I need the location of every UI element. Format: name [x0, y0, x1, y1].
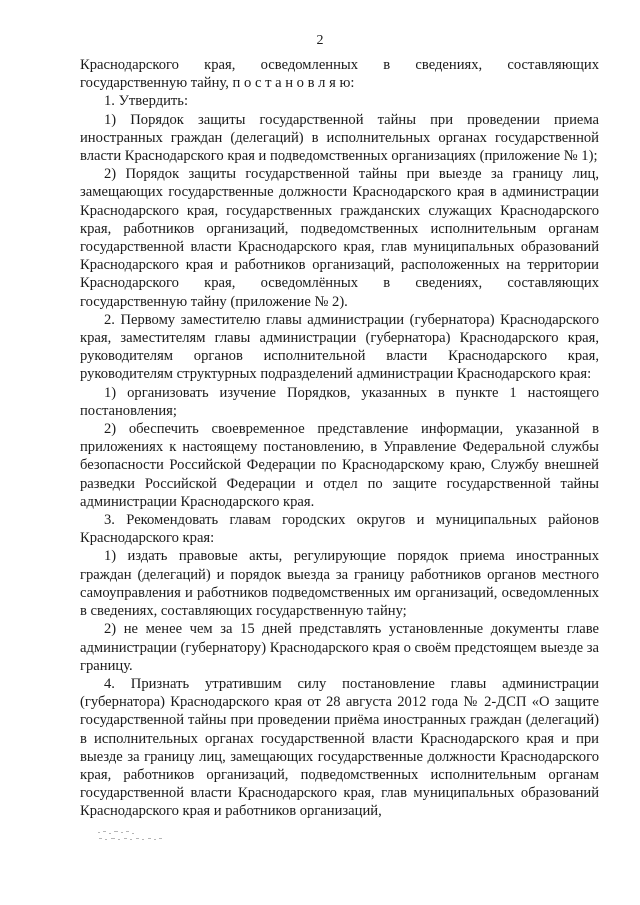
document-body: [80, 56, 599, 821]
paragraph-item-4: 4. Признать утратившим силу постановление главы администрации (губернатора) Краснодарского края от 28 августа 2012 года № 2-ДСП «О защите государственной тайны при проведении приёма иностранных граждан (делегаций) в исполнительных органах государственной власти Краснодарского края и при выезде за границу лиц, замещающих государственные должности Краснодарского края, работников организаций, подведомственных исполнительным органам государственной власти Краснодарского края, глав муниципальных образований Краснодарского края и работников организаций,: [80, 675, 599, 820]
paragraph-item-3: 3. Рекомендовать главам городских округов и муниципальных районов Краснодарского края:: [80, 512, 599, 547]
page-number: 2: [316, 33, 324, 48]
paragraph-item-1-2: 2) Порядок защиты государственной тайны при выезде за границу лиц, замещающих государственные должности Краснодарского края в администрации Краснодарского края, государственных гражданских служащих Краснодарского края, работников организаций, подведомственных исполнительным органам государственной власти Краснодарского края, глав муниципальных образований Краснодарского края и работников организаций, расположенных на территории Краснодарского края, осведомлённых в сведениях, составляющих государственную тайну (приложение № 2).: [80, 166, 599, 310]
paragraph-item-2-1: 1) организовать изучение Порядков, указанных в пункте 1 настоящего постановления;: [80, 384, 599, 419]
paragraph-item-1: 1. Утвердить:: [104, 93, 189, 110]
paragraph-item-2-2: 2) обеспечить своевременное представление информации, указанной в приложениях к настоящему постановлению, в Управление Федеральной службы безопасности Российской Федерации по Краснодарскому краю, Службу внешней разведки Российской Федерации и отдел по защите государственной тайны администрации Краснодарского края.: [80, 421, 599, 510]
paragraph-continuation: Краснодарского края, осведомленных в сведениях, составляющих государственную тайну, п о с т а н о в л я ю:: [80, 57, 599, 92]
paragraph-item-3-2: 2) не менее чем за 15 дней представлять установленные документы главе администрации (губернатору) Краснодарского края о своём предстоящем выезде за границу.: [80, 621, 599, 674]
paragraph-item-1-1: 1) Порядок защиты государственной тайны при проведении приема иностранных граждан (делегаций) в исполнительных органах государственной власти Краснодарского края и подведомственных организациях (приложение № 1);: [80, 111, 599, 165]
paragraph-item-3-1: 1) издать правовые акты, регулирующие порядок приема иностранных граждан (делегаций) и порядок выезда за границу работников органов местного самоуправления и работников подведомственных им организаций, осведомленных в сведениях, составляющих государственную тайну;: [80, 548, 599, 620]
paragraph-item-2: 2. Первому заместителю главы администрации (губернатора) Краснодарского края, заместителям главы администрации (губернатора) Краснодарского края, руководителям органов исполнительной власти Краснодарского края, руководителям структурных подразделений администрации Краснодарского края:: [80, 311, 599, 383]
scan-artifact-mark: [96, 828, 168, 846]
